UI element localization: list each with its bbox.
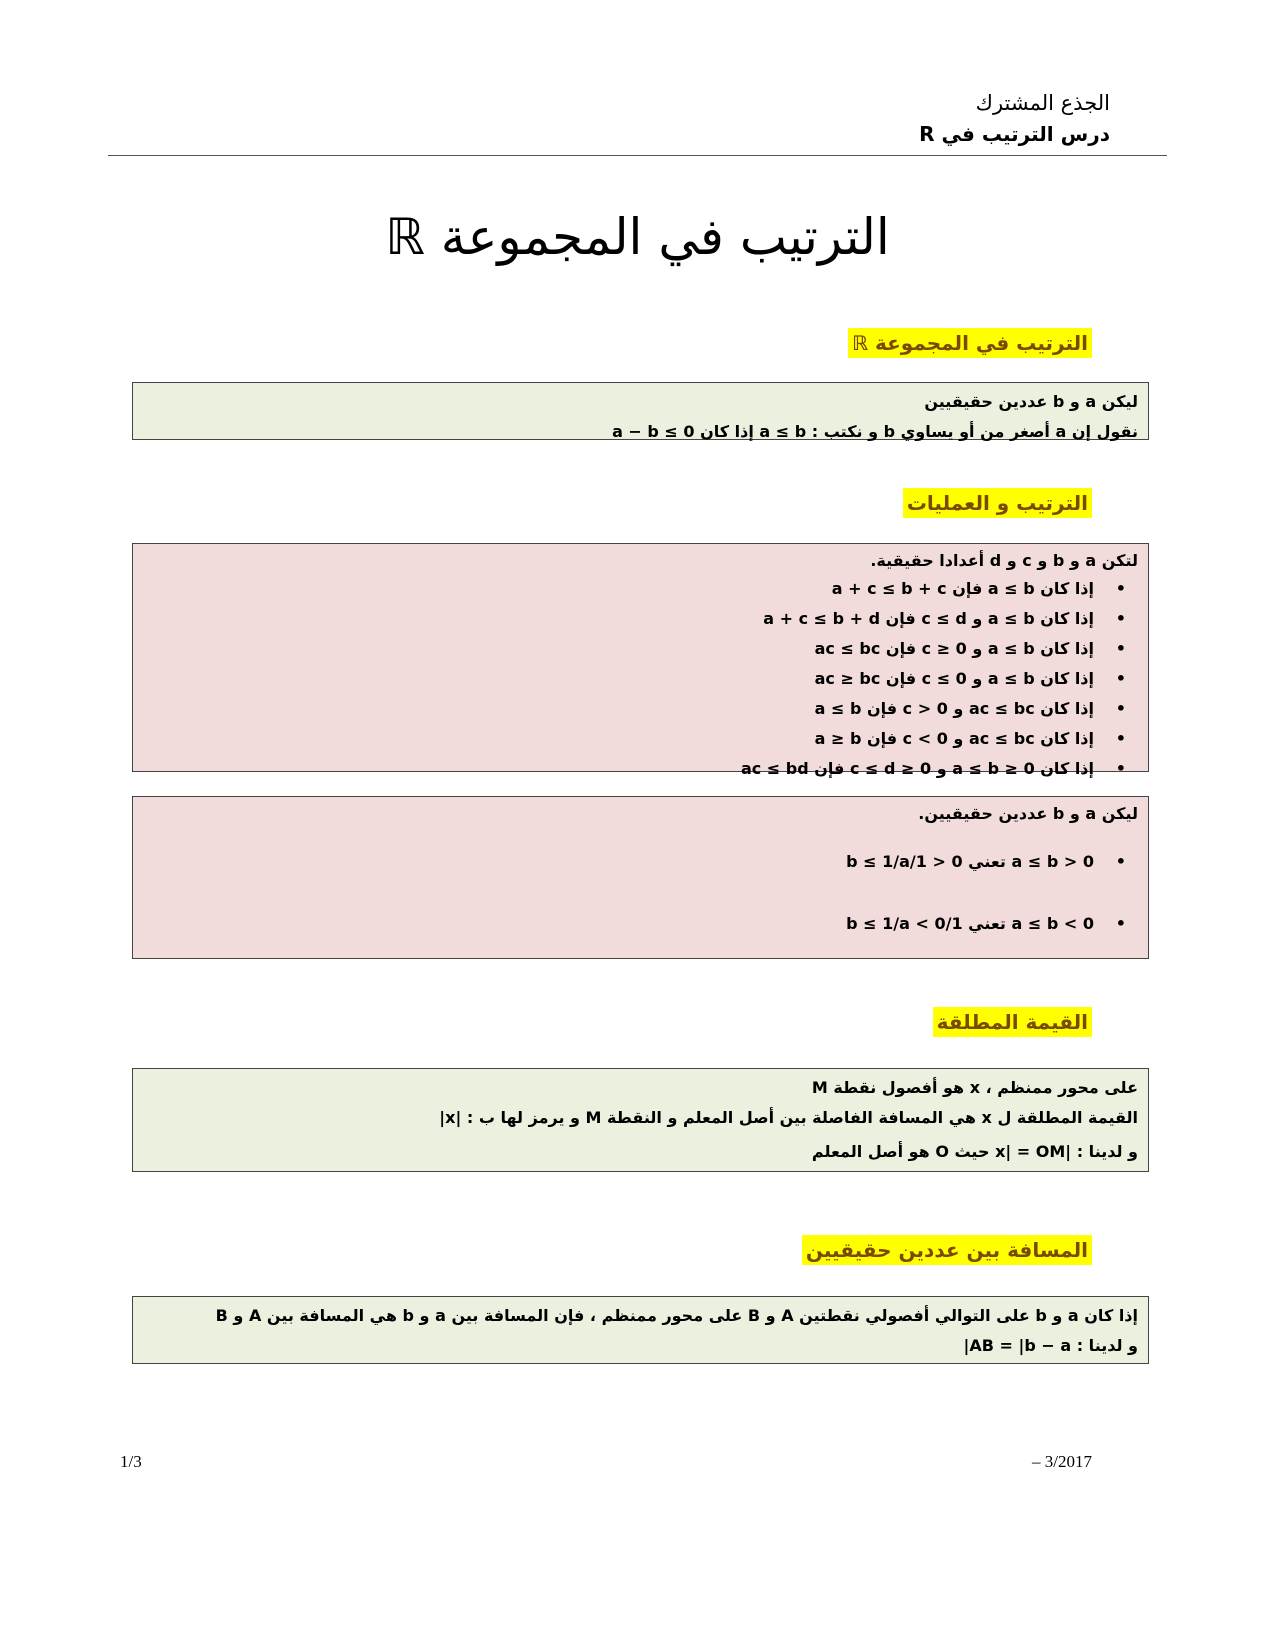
inverse-rule — [143, 893, 1094, 955]
inverse-rule — [143, 831, 1094, 893]
distance-line-1: إذا كان a و b على التوالي أفصولي نقطتين A و B على محور ممنظم ، فإن المسافة بين a و b هي المسافة بين A و B — [215, 1306, 1138, 1325]
properties-box-operations — [132, 543, 1149, 778]
operation-rule: • إذا كان a ≤ b و c ≤ 0 فإن ac ≥ bc — [143, 664, 1094, 694]
operation-rule: • إذا كان ac ≤ bc و c > 0 فإن a ≤ b — [143, 694, 1094, 724]
operation-rule: • إذا كان a ≤ b و c ≤ d فإن a + c ≤ b + d — [143, 604, 1094, 634]
section-heading-order: الترتيب في المجموعة ℝ — [848, 328, 1092, 358]
section-heading-absolute-value: القيمة المطلقة — [933, 1007, 1092, 1037]
document-header — [919, 88, 1110, 150]
footer-date: – 3/2017 — [1032, 1452, 1092, 1471]
definition-box-order — [132, 382, 1149, 440]
operation-rule: • إذا كان a ≤ b و c ≥ 0 فإن ac ≤ bc — [143, 634, 1094, 664]
section-heading-operations: الترتيب و العمليات — [903, 488, 1092, 518]
operations-rule-list — [143, 574, 1138, 784]
definition-line-2: نقول إن a أصغر من أو يساوي b و نكتب : a ≤ b إذا كان a − b ≤ 0 — [612, 422, 1138, 441]
definition-line-1: ليكن a و b عددين حقيقيين — [924, 392, 1138, 411]
inverse-rule-list — [143, 831, 1138, 955]
header-divider — [108, 155, 1167, 156]
properties-box-inverse — [132, 796, 1149, 959]
definition-box-distance — [132, 1296, 1149, 1364]
inverse-word: تعني — [968, 852, 1006, 871]
inverse-result: 0 < 1/b ≤ 1/a — [846, 852, 963, 871]
course-name: الجذع المشترك — [975, 91, 1110, 115]
page-title: الترتيب في المجموعة ℝ — [385, 208, 890, 266]
definition-box-absolute-value — [132, 1068, 1149, 1172]
section-heading-distance: المسافة بين عددين حقيقيين — [802, 1235, 1092, 1265]
lesson-name: درس الترتيب في R — [919, 122, 1110, 146]
absolute-value-line-1: على محور ممنظم ، x هو أفصول نقطة M — [811, 1078, 1138, 1097]
operation-rule: • إذا كان 0 ≤ a ≤ b و 0 ≤ c ≤ d فإن ac ≤ bd — [143, 754, 1094, 784]
inverse-cond: 0 < a ≤ b — [1011, 852, 1094, 871]
inverse-cond: a ≤ b < 0 — [1011, 914, 1094, 933]
inverse-result: 1/b ≤ 1/a < 0 — [846, 914, 963, 933]
distance-line-2: و لدينا : AB = |b − a| — [963, 1336, 1138, 1355]
operation-rule: • إذا كان a ≤ b فإن a + c ≤ b + c — [143, 574, 1094, 604]
absolute-value-line-2: القيمة المطلقة ل x هي المسافة الفاصلة بين أصل المعلم و النقطة M و يرمز لها ب : |x| — [439, 1108, 1138, 1127]
inverse-intro: ليكن a و b عددين حقيقيين. — [918, 804, 1138, 823]
operations-intro: لتكن a و b و c و d أعدادا حقيقية. — [870, 551, 1138, 570]
operation-rule: • إذا كان ac ≤ bc و c < 0 فإن a ≥ b — [143, 724, 1094, 754]
page-number: 1/3 — [120, 1452, 142, 1471]
inverse-word: تعني — [968, 914, 1006, 933]
absolute-value-line-3: و لدينا : |x| = OM حيث O هو أصل المعلم — [811, 1142, 1138, 1161]
